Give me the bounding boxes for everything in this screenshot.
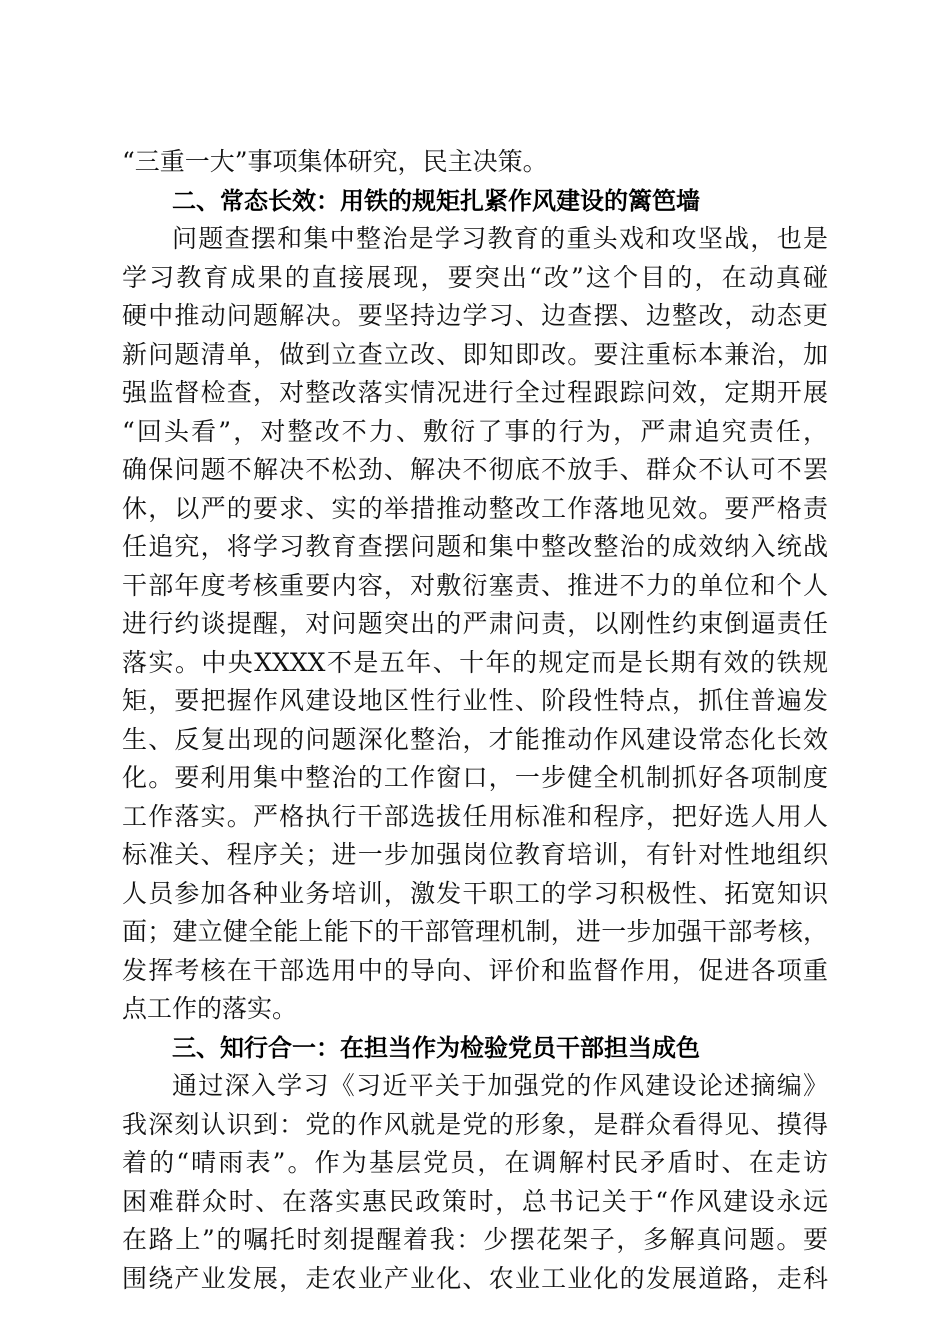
paragraph-line: 矩，要把握作风建设地区性行业性、阶段性特点，抓住普遍发 [122, 686, 828, 715]
paragraph-line: 在路上”的嘱托时刻提醒着我：少摆花架子，多解真问题。要 [122, 1225, 828, 1254]
paragraph-line: 问题查摆和集中整治是学习教育的重头戏和攻坚战，也是 [172, 224, 828, 253]
section-heading-2: 二、常态长效：用铁的规矩扎紧作风建设的篱笆墙 [172, 186, 700, 215]
paragraph-line: 困难群众时、在落实惠民政策时，总书记关于“作风建设永远 [122, 1186, 828, 1216]
paragraph-line: 面；建立健全能上能下的干部管理机制，进一步加强干部考核， [122, 917, 828, 946]
section-body-2 [122, 220, 828, 1029]
section-body-3 [122, 1067, 828, 1298]
document-page [122, 143, 828, 1298]
paragraph-line: 标准关、程序关；进一步加强岗位教育培训，有针对性地组织 [122, 840, 828, 869]
paragraph-line: 硬中推动问题解决。要坚持边学习、边查摆、边整改，动态更 [122, 301, 828, 330]
paragraph-line: 进行约谈提醒，对问题突出的严肃问责，以刚性约束倒逼责任 [122, 609, 828, 638]
paragraph-line: 干部年度考核重要内容，对敷衍塞责、推进不力的单位和个人 [122, 570, 828, 600]
paragraph-line: 休，以严的要求、实的举措推动整改工作落地见效。要严格责 [122, 493, 828, 523]
paragraph-line: 工作落实。严格执行干部选拔任用标准和程序，把好选人用人 [122, 801, 828, 831]
paragraph-line: 人员参加各种业务培训，激发干职工的学习积极性、拓宽知识 [122, 878, 828, 908]
paragraph-line: 化。要利用集中整治的工作窗口，一步健全机制抓好各项制度 [122, 763, 828, 792]
paragraph-line: 发挥考核在干部选用中的导向、评价和监督作用，促进各项重 [122, 955, 828, 985]
paragraph-line: 通过深入学习《习近平关于加强党的作风建设论述摘编》 [172, 1071, 828, 1100]
paragraph-line: “回头看”，对整改不力、敷衍了事的行为，严肃追究责任， [122, 416, 828, 446]
paragraph-line: 强监督检查，对整改落实情况进行全过程跟踪问效，定期开展 [122, 378, 828, 407]
paragraph-line: 点工作的落实。 [122, 994, 298, 1023]
paragraph-line: 任追究，将学习教育查摆问题和集中整改整治的成效纳入统战 [122, 532, 828, 561]
paragraph-line: 我深刻认识到：党的作风就是党的形象，是群众看得见、摸得 [122, 1109, 828, 1139]
section-heading-3: 三、知行合一：在担当作为检验党员干部担当成色 [172, 1033, 700, 1062]
paragraph-line: 围绕产业发展，走农业产业化、农业工业化的发展道路，走科 [122, 1263, 828, 1293]
paragraph-line: 落实。中央XXXX不是五年、十年的规定而是长期有效的铁规 [122, 647, 828, 677]
paragraph-line: 确保问题不解决不松劲、解决不彻底不放手、群众不认可不罢 [122, 455, 828, 484]
paragraph-line: 着的“晴雨表”。作为基层党员，在调解村民矛盾时、在走访 [122, 1148, 828, 1177]
paragraph-line: 学习教育成果的直接展现，要突出“改”这个目的，在动真碰 [122, 262, 828, 292]
paragraph-line: 生、反复出现的问题深化整治，才能推动作风建设常态化长效 [122, 724, 828, 754]
intro-line: “三重一大”事项集体研究，民主决策。 [122, 147, 548, 176]
paragraph-line: 新问题清单，做到立查立改、即知即改。要注重标本兼治，加 [122, 339, 828, 369]
